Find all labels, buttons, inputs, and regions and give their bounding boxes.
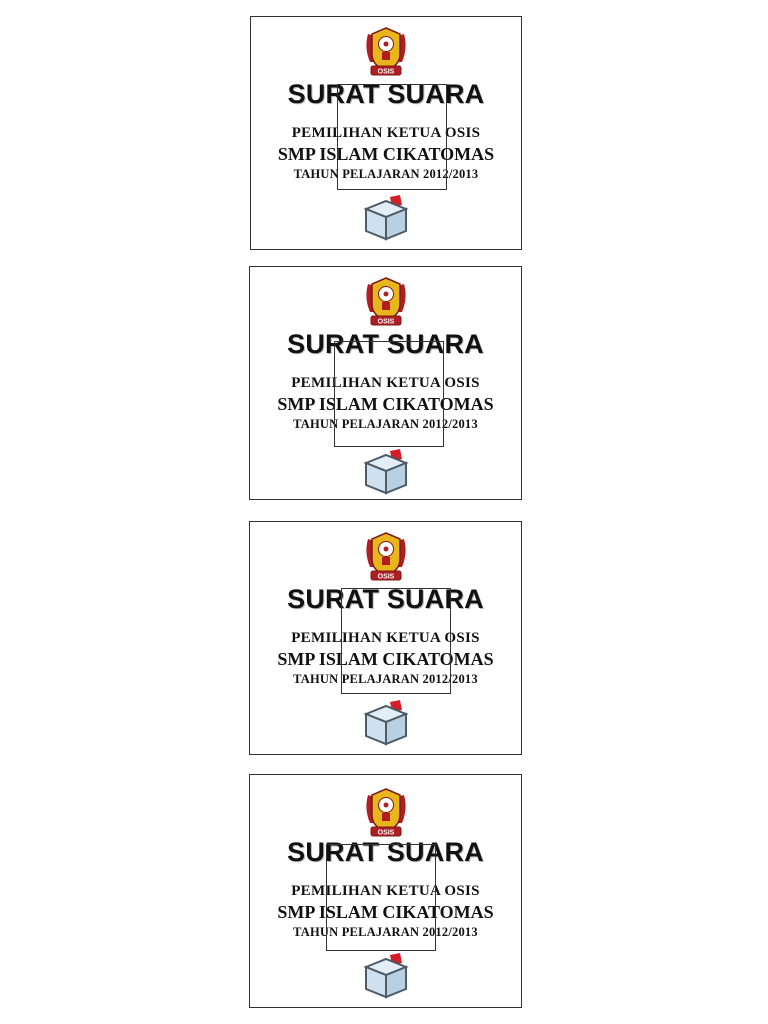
election-title: PEMILIHAN KETUA OSIS <box>291 375 480 391</box>
school-name: SMP ISLAM CIKATOMAS <box>277 649 494 669</box>
academic-year: TAHUN PELAJARAN 2012/2013 <box>293 417 478 431</box>
photo-frame <box>334 341 444 447</box>
logo-text: OSIS <box>377 573 394 581</box>
ballot-card <box>249 774 522 1008</box>
photo-frame <box>341 588 451 694</box>
logo-text: OSIS <box>377 68 395 76</box>
academic-year: TAHUN PELAJARAN 2012/2013 <box>293 925 478 939</box>
ballot-box-icon <box>360 193 412 241</box>
photo-frame <box>326 844 436 951</box>
osis-emblem-icon <box>362 274 410 328</box>
school-name: SMP ISLAM CIKATOMAS <box>277 902 494 922</box>
ballot-title: SURAT SUARA <box>287 837 484 867</box>
osis-emblem-icon <box>362 529 410 583</box>
ballot-box-icon <box>360 698 412 746</box>
election-title: PEMILIHAN KETUA OSIS <box>291 125 481 141</box>
ballot-box-icon <box>360 447 412 495</box>
academic-year: TAHUN PELAJARAN 2012/2013 <box>293 167 479 181</box>
school-name: SMP ISLAM CIKATOMAS <box>277 394 494 414</box>
election-title: PEMILIHAN KETUA OSIS <box>291 883 480 899</box>
election-title: PEMILIHAN KETUA OSIS <box>291 630 480 646</box>
osis-emblem-icon <box>362 24 410 78</box>
photo-frame <box>337 84 447 190</box>
osis-emblem-icon <box>362 785 410 839</box>
ballot-card <box>250 16 522 250</box>
ballot-box-icon <box>360 951 412 999</box>
academic-year: TAHUN PELAJARAN 2012/2013 <box>293 672 478 686</box>
logo-text: OSIS <box>377 318 394 326</box>
logo-text: OSIS <box>377 829 394 837</box>
ballot-title: SURAT SUARA <box>287 79 485 109</box>
ballot-title: SURAT SUARA <box>287 329 484 359</box>
school-name: SMP ISLAM CIKATOMAS <box>277 144 495 164</box>
ballot-card <box>249 266 522 500</box>
ballot-title: SURAT SUARA <box>287 584 484 614</box>
ballot-card <box>249 521 522 755</box>
